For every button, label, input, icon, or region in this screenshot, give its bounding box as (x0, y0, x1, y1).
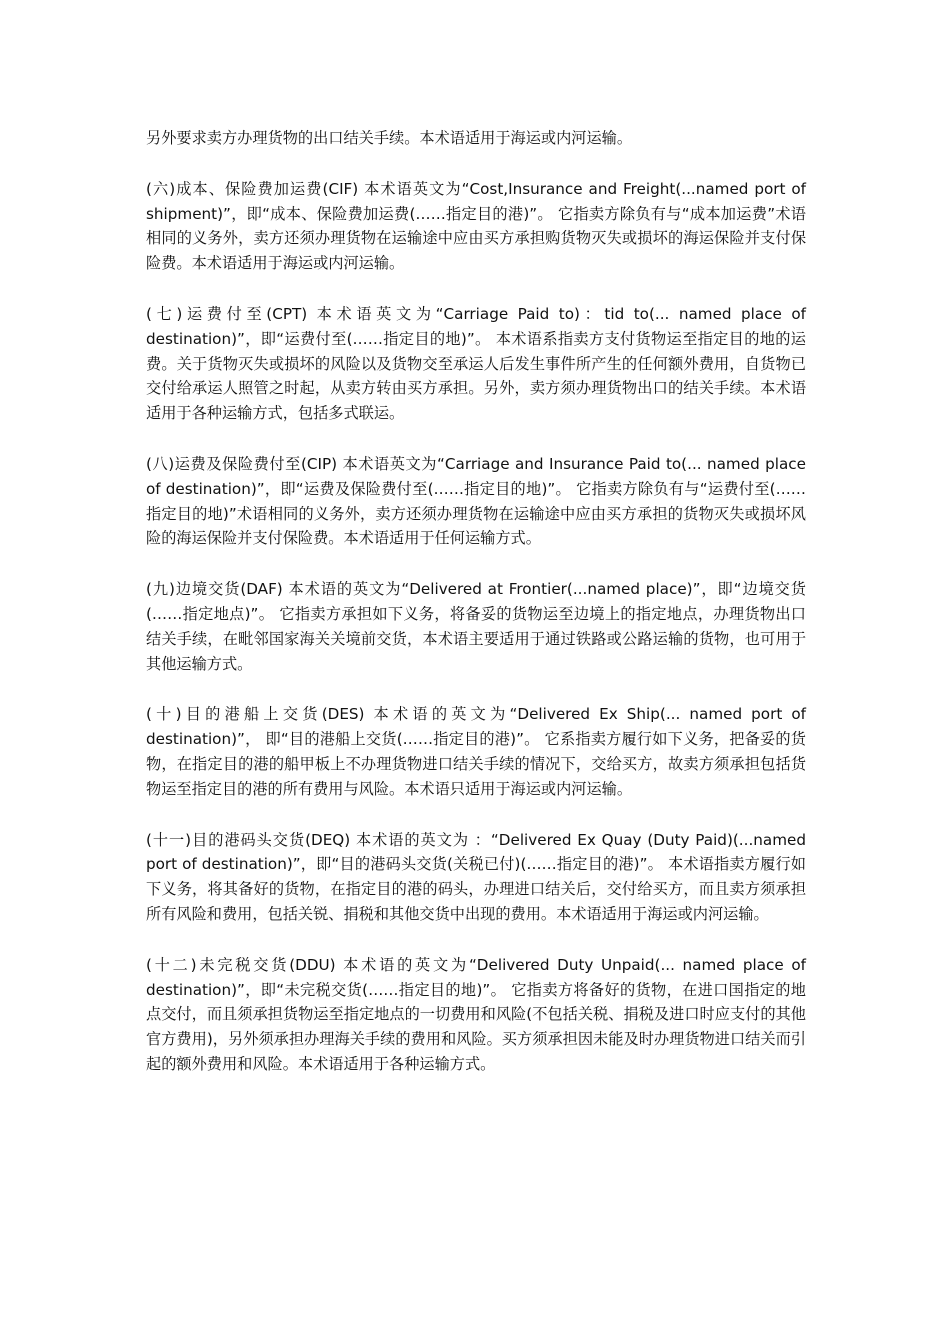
paragraph-ddu: (十二)未完税交货(DDU) 本术语的英文为“Delivered Duty Unpaid(... named place of destination)”，即“未完税交货(……指定目的地)”。 它指卖方将备好的货物，在进口国指定的地点交付，而且须承担货物运至指定地点的一切费用和风险(不包括关税、捐税及进口时应支付的其他官方费用)，另外须承担办理海关手续的费用和风险。买方须承担因未能及时办理货物进口结关而引起的额外费用和风险。本术语适用于各种运输方式。 (146, 955, 806, 1073)
document-body (146, 126, 806, 1103)
paragraph-deq: (十一)目的港码头交货(DEQ) 本术语的英文为 ：“Delivered Ex Quay (Duty Paid)(...named port of destination)”，即“目的港码头交货(关税已付)(……指定目的港)”。 本术语指卖方履行如下义务，将其备好的货物，在指定目的港的码头，办理进口结关后，交付给买方，而且卖方须承担所有风险和费用，包括关锐、捐税和其他交货中出现的费用。本术语适用于海运或内河运输。 (146, 830, 806, 923)
paragraph-daf: (九)边境交货(DAF) 本术语的英文为“Delivered at Frontier(...named place)”，即“边境交货(……指定地点)”。 它指卖方承担如下义务，将备妥的货物运至边境上的指定地点，办理货物出口结关手续，在毗邻国家海关关境前交货，本术语主要适用于通过铁路或公路运输的货物，也可用于其他运输方式。 (146, 580, 806, 673)
paragraph-cif: (六)成本、保险费加运费(CIF) 本术语英文为“Cost,Insurance and Freight(...named port of shipment)”，即“成本、保险费加运费(……指定目的港)”。 它指卖方除负有与“成本加运费”术语相同的义务外，卖方还须办理货物在运输途中应由买方承担购货物灭失或损坏的海运保险并支付保险费。本术语适用于海运或内河运输。 (146, 179, 806, 273)
paragraph-continuation: 另外要求卖方办理货物的出口结关手续。本术语适用于海运或内河运输。 (146, 129, 632, 147)
paragraph-cip: (八)运费及保险费付至(CIP) 本术语英文为“Carriage and Insurance Paid to(... named place of destination)”，即“运费及保险费付至(……指定目的地)”。 它指卖方除负有与“运费付至(……指定目的地)”术语相同的义务外，卖方还须办理货物在运输途中应由买方承担的货物灭失或损坏风险的海运保险并支付保险费。本术语适用于任何运输方式。 (146, 454, 806, 548)
paragraph-des: (十)目的港船上交货(DES) 本术语的英文为“Delivered Ex Ship(... named port of destination)”， 即“目的港船上交货(……指定目的港)”。 它系指卖方履行如下义务，把备妥的货物，在指定目的港的船甲板上不办理货物进口结关手续的情况下，交给买方，故卖方须承担包括货物运至指定目的港的所有费用与风险。本术语只适用于海运或内河运输。 (146, 705, 806, 798)
paragraph-cpt: (七)运费付至(CPT) 本术语英文为“Carriage Paid to)：tid to(... named place of destination)”，即“运费付至(……指定目的地)”。 本术语系指卖方支付货物运至指定目的地的运费。关于货物灭失或损坏的风险以及货物交至承运人后发生事件所产生的任何额外费用，自货物已交付给承运人照管之时起，从卖方转由买方承担。另外，卖方须办理货物出口的结关手续。本术语适用于各种运输方式，包括多式联运。 (146, 304, 806, 423)
